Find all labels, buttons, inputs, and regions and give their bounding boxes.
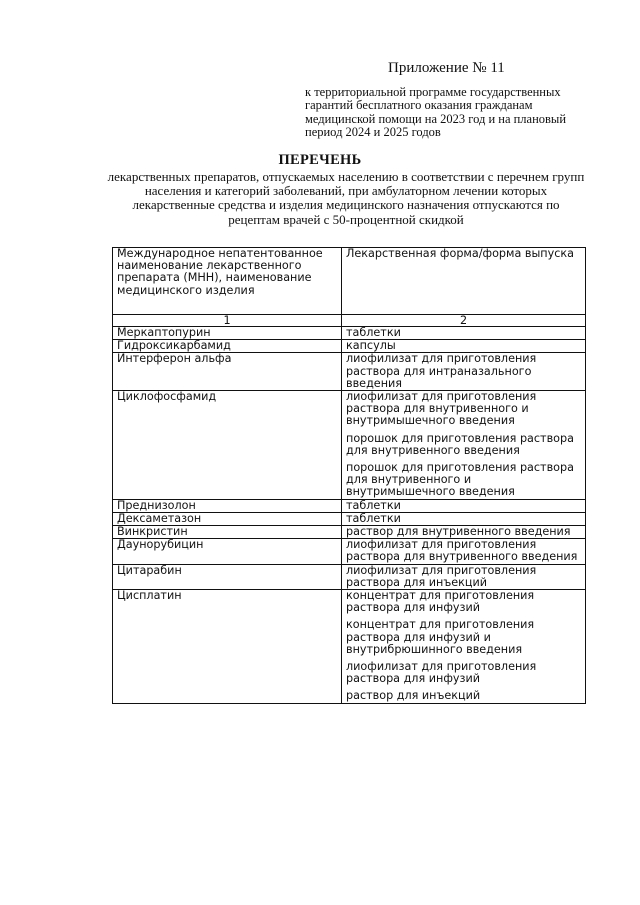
drug-forms [342,539,586,564]
drug-name: Цисплатин [113,590,342,704]
drug-form: лиофилизат для приготовления раствора для интраназального введения [346,352,537,390]
table-row [113,539,586,564]
table-header-row [113,248,586,315]
drug-name: Интерферон альфа [113,353,342,391]
column-number: 1 [113,315,342,327]
drug-forms [342,340,586,353]
column-header-form: Лекарственная форма/форма выпуска [342,248,586,315]
drug-form: раствор для внутривенного введения [346,525,571,539]
drug-name: Цитарабин [113,564,342,589]
drug-name: Гидроксикарбамид [113,340,342,353]
drug-form: таблетки [346,498,401,512]
table-row [113,340,586,353]
drug-form: лиофилизат для приготовления раствора для инъекций [346,563,537,589]
drug-form: таблетки [346,326,401,339]
drug-form: концентрат для приготовления раствора для инфузий [346,589,535,615]
drug-forms [342,499,586,512]
drug-form: концентрат для приготовления раствора для инфузий и внутрибрюшинного введения [346,618,535,656]
drug-name: Меркаптопурин [113,327,342,340]
drug-forms [342,564,586,589]
table-row [113,391,586,500]
table-row [113,590,586,704]
drug-form: лиофилизат для приготовления раствора для инфузий [346,660,537,686]
drug-form: капсулы [346,339,396,353]
column-number-row [113,315,586,327]
table-row [113,564,586,589]
drug-name: Винкристин [113,526,342,539]
drug-name: Преднизолон [113,499,342,512]
drug-form: лиофилизат для приготовления раствора для внутривенного введения [346,538,578,564]
drug-forms [342,590,586,704]
drug-name: Дексаметазон [113,512,342,525]
drug-forms [342,526,586,539]
table-row [113,353,586,391]
appendix-subtitle: к территориальной программе государственных гарантий бесплатного оказания гражданам медицинской помощи на 2023 год и на плановый период 2024 и 2025 годов [305,85,567,140]
drug-forms [342,391,586,500]
drug-name: Циклофосфамид [113,391,342,500]
drug-form: раствор для инъекций [346,689,481,703]
drug-form: таблетки [346,511,401,525]
drug-forms [342,327,586,340]
table-row [113,512,586,525]
table-body [113,327,586,704]
drug-form: лиофилизат для приготовления раствора для внутривенного и внутримышечного введения [346,390,537,428]
drug-forms [342,512,586,525]
drug-name: Даунорубицин [113,539,342,564]
drug-form: порошок для приготовления раствора для внутривенного и внутримышечного введения [346,461,574,499]
drug-form: порошок для приготовления раствора для внутривенного введения [346,431,574,457]
drug-forms [342,353,586,391]
column-header-name: Международное непатентованное наименование лекарственного препарата (МНН), наименование медицинского изделия [113,248,342,315]
document-title: ПЕРЕЧЕНЬ [278,152,362,168]
table-row [113,499,586,512]
document-description: лекарственных препаратов, отпускаемых населению в соответствии с перечнем групп населения и категорий заболеваний, при амбулаторном лечении которых лекарственные средства и изделия медицинского назначения отпускаются по рецептам врачей с 50-процентной скидкой [107,169,585,227]
table-row [113,526,586,539]
column-number: 2 [342,315,586,327]
table-row [113,327,586,340]
appendix-number: Приложение № 11 [388,60,505,76]
drug-list-table [112,247,586,704]
